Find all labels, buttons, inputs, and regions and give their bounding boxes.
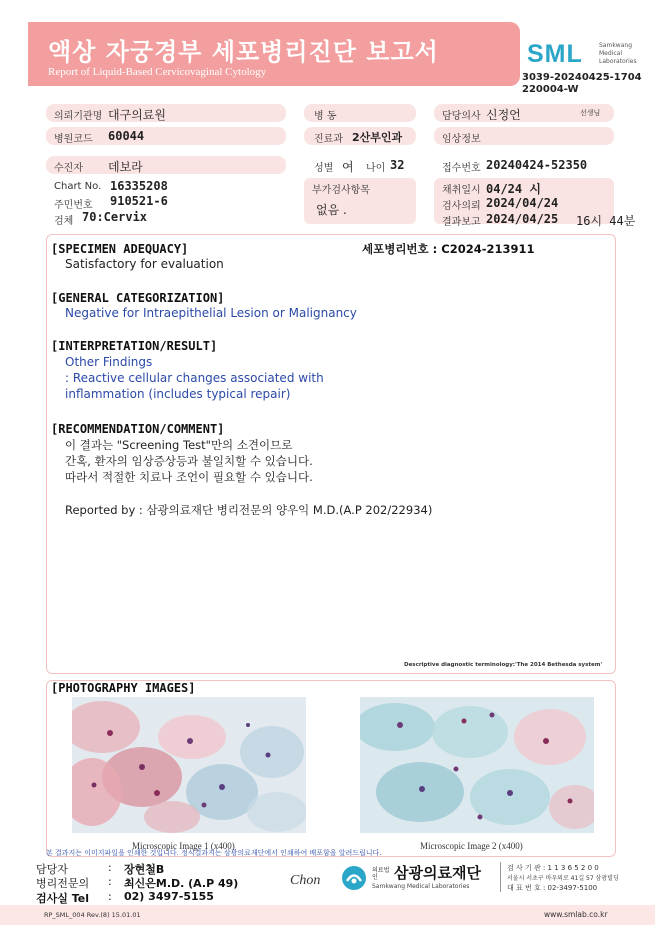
org-prefix: 의료법인: [372, 867, 390, 881]
institution-label: 의뢰기관명: [54, 111, 103, 122]
extra-test-label: 부가검사항목: [312, 185, 370, 196]
report-number: 3039-20240425-1704 220004-W: [522, 72, 642, 95]
signature: Chon: [290, 873, 321, 888]
sex-label: 성별: [314, 163, 334, 174]
adequacy-heading: [SPECIMEN ADEQUACY]: [51, 242, 189, 256]
recommendation-line-3: 따라서 적절한 치료나 조언이 필요할 수 있습니다.: [65, 470, 313, 484]
report-title: 액상 자궁경부 세포병리진단 보고서: [48, 38, 439, 66]
rep-tel: 대 표 번 호 : 02-3497-5100: [507, 884, 598, 892]
interpretation-heading: [INTERPRETATION/RESULT]: [51, 339, 218, 353]
doctor-suffix: 선생님: [580, 109, 601, 117]
report-time-value: 16시 44분: [576, 214, 636, 228]
recipient-value: 데보라: [108, 160, 143, 174]
print-notice: 본 결과지는 이미지파일을 인쇄한 것입니다. 정식결과지는 삼광의료재단에서 인쇄하여 배포함을 알려드립니다.: [46, 849, 382, 857]
logo-text: SML: [527, 40, 583, 68]
interpretation-line-2: : Reactive cellular changes associated with: [65, 371, 324, 385]
report-subtitle: Report of Liquid-Based Cervicovaginal Cytology: [48, 66, 267, 78]
form-code: RP_SML_004 Rev.(8) 15.01.01: [44, 911, 141, 919]
institution-value: 대구의료원: [108, 108, 166, 122]
recommendation-heading: [RECOMMENDATION/COMMENT]: [51, 422, 225, 436]
general-heading: [GENERAL CATEGORIZATION]: [51, 291, 225, 305]
logo-caption: Samkwang Medical Laboratories: [599, 42, 637, 65]
agency-number: 검 사 기 관 : 1 1 3 6 5 2 0 0: [507, 864, 599, 872]
dept-label: 진료과: [314, 134, 343, 145]
website-link[interactable]: www.smlab.co.kr: [544, 910, 608, 919]
clinical-label: 임상정보: [442, 134, 481, 145]
reception-value: 20240424-52350: [486, 158, 588, 172]
reception-label: 접수번호: [442, 163, 481, 174]
staff-label: 담당자: [36, 863, 68, 876]
specimen-value: 70:Cervix: [82, 210, 148, 224]
recommendation-line-2: 간혹, 환자의 임상증상등과 불일치할 수 있습니다.: [65, 454, 313, 468]
age-label: 나이: [366, 163, 386, 174]
microscopic-image-2: [360, 697, 594, 833]
staff-value: 장현철B: [124, 863, 165, 876]
hospital-code-label: 병원코드: [54, 134, 93, 145]
collect-label: 채취일시: [442, 185, 481, 196]
doctor-label: 담당의사: [442, 111, 481, 122]
id-label: 주민번호: [54, 200, 93, 211]
recipient-label: 수진자: [54, 163, 83, 174]
image-2-caption: Microscopic Image 2 (x400): [420, 841, 523, 851]
general-text: Negative for Intraepithelial Lesion or Malignancy: [65, 306, 357, 320]
microscopic-image-1: [72, 697, 306, 833]
cell-image-2: [360, 697, 594, 833]
adequacy-text: Satisfactory for evaluation: [65, 257, 224, 271]
lab-tel-label: 검사실 Tel: [36, 892, 89, 905]
extra-test-value: 없음 .: [316, 203, 347, 217]
lab-tel-colon: :: [108, 890, 112, 903]
lab-tel-value: 02) 3497-5155: [124, 890, 214, 903]
org-name-en: Samkwang Medical Laboratories: [372, 883, 470, 890]
sex-value: 여: [342, 160, 354, 174]
chart-label: Chart No.: [54, 181, 102, 192]
pathologist-value: 최신은M.D. (A.P 49): [124, 877, 239, 890]
request-label: 검사의뢰: [442, 201, 481, 212]
photo-heading: [PHOTOGRAPHY IMAGES]: [51, 681, 196, 695]
hospital-code-value: 60044: [108, 129, 145, 143]
interpretation-line-1: Other Findings: [65, 355, 153, 369]
doctor-value: 신정언: [486, 108, 521, 122]
pathologist-label: 병리전문의: [36, 877, 90, 890]
specimen-label: 검체: [54, 216, 74, 227]
terminology-note: Descriptive diagnostic terminology:'The 2014 Bethesda system': [404, 662, 603, 668]
cell-image-1: [72, 697, 306, 833]
recommendation-line-1: 이 결과는 "Screening Test"만의 소견이므로: [65, 438, 293, 452]
age-value: 32: [390, 158, 405, 172]
image-1-caption: Microscopic Image 1 (x400): [132, 841, 235, 851]
pathologist-colon: :: [108, 875, 112, 888]
footer-divider: [500, 862, 501, 892]
cytology-number: 세포병리번호 : C2024-213911: [362, 242, 535, 256]
reported-by: Reported by : 삼광의료재단 병리전문의 양우익 M.D.(A.P 202/22934): [65, 503, 433, 517]
address: 서울시 서초구 바우뫼로 41길 57 삼광빌딩: [507, 875, 619, 882]
ward-label: 병 동: [314, 111, 337, 122]
foundation-logo-icon: [342, 866, 366, 890]
interpretation-line-3: inflammation (includes typical repair): [65, 387, 291, 401]
sml-logo: [527, 40, 645, 72]
report-date-value: 2024/04/25: [486, 212, 559, 226]
staff-colon: :: [108, 861, 112, 874]
report-date-label: 결과보고: [442, 217, 481, 228]
dept-value: 2산부인과: [352, 131, 403, 144]
chart-value: 16335208: [110, 179, 168, 193]
org-name: 삼광의료재단: [394, 864, 481, 882]
request-value: 2024/04/24: [486, 196, 559, 210]
collect-value: 04/24 시: [486, 182, 541, 196]
id-value: 910521-6: [110, 194, 168, 208]
